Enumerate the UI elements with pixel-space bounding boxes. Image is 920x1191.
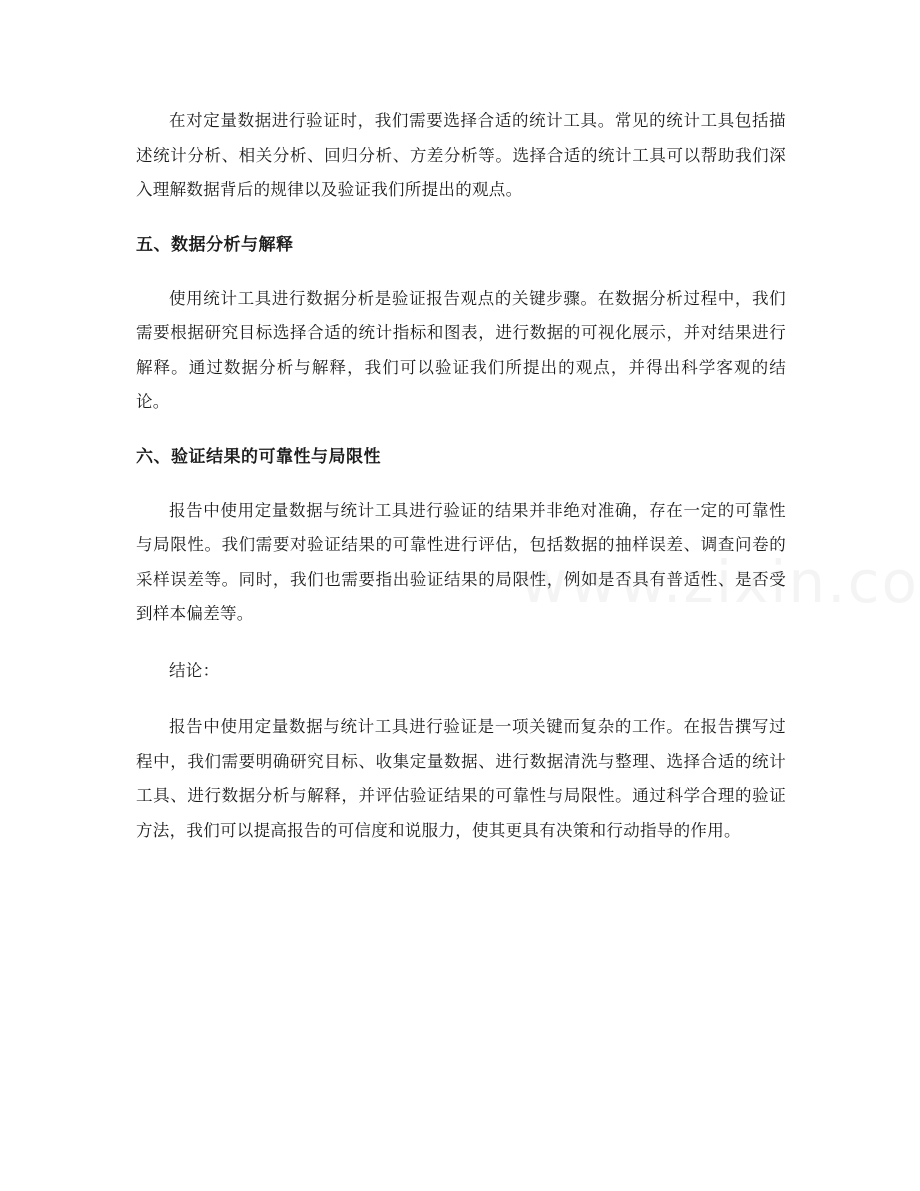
paragraph-conclusion: 报告中使用定量数据与统计工具进行验证是一项关键而复杂的工作。在报告撰写过程中，我们需要明确研究目标、收集定量数据、进行数据清洗与整理、选择合适的统计工具、进行数据分析与解释，并评估验证结果的可靠性与局限性。通过科学合理的验证方法，我们可以提高报告的可信度和说服力，使其更具有决策和行动指导的作用。 (136, 717, 786, 840)
document-body (136, 104, 786, 848)
heading-data-analysis: 五、数据分析与解释 (136, 234, 294, 255)
conclusion-label: 结论： (169, 660, 220, 680)
paragraph-reliability: 报告中使用定量数据与统计工具进行验证的结果并非绝对准确，存在一定的可靠性与局限性。我们需要对验证结果的可靠性进行评估，包括数据的抽样误差、调查问卷的采样误差等。同时，我们也需要指出验证结果的局限性，例如是否具有普适性、是否受到样本偏差等。 (136, 500, 786, 623)
paragraph-data-analysis: 使用统计工具进行数据分析是验证报告观点的关键步骤。在数据分析过程中，我们需要根据研究目标选择合适的统计指标和图表，进行数据的可视化展示，并对结果进行解释。通过数据分析与解释，我们可以验证我们所提出的观点，并得出科学客观的结论。 (136, 288, 786, 411)
heading-reliability: 六、验证结果的可靠性与局限性 (136, 446, 381, 467)
paragraph-statistical-tools: 在对定量数据进行验证时，我们需要选择合适的统计工具。常见的统计工具包括描述统计分析、相关分析、回归分析、方差分析等。选择合适的统计工具可以帮助我们深入理解数据背后的规律以及验证我们所提出的观点。 (136, 111, 786, 199)
